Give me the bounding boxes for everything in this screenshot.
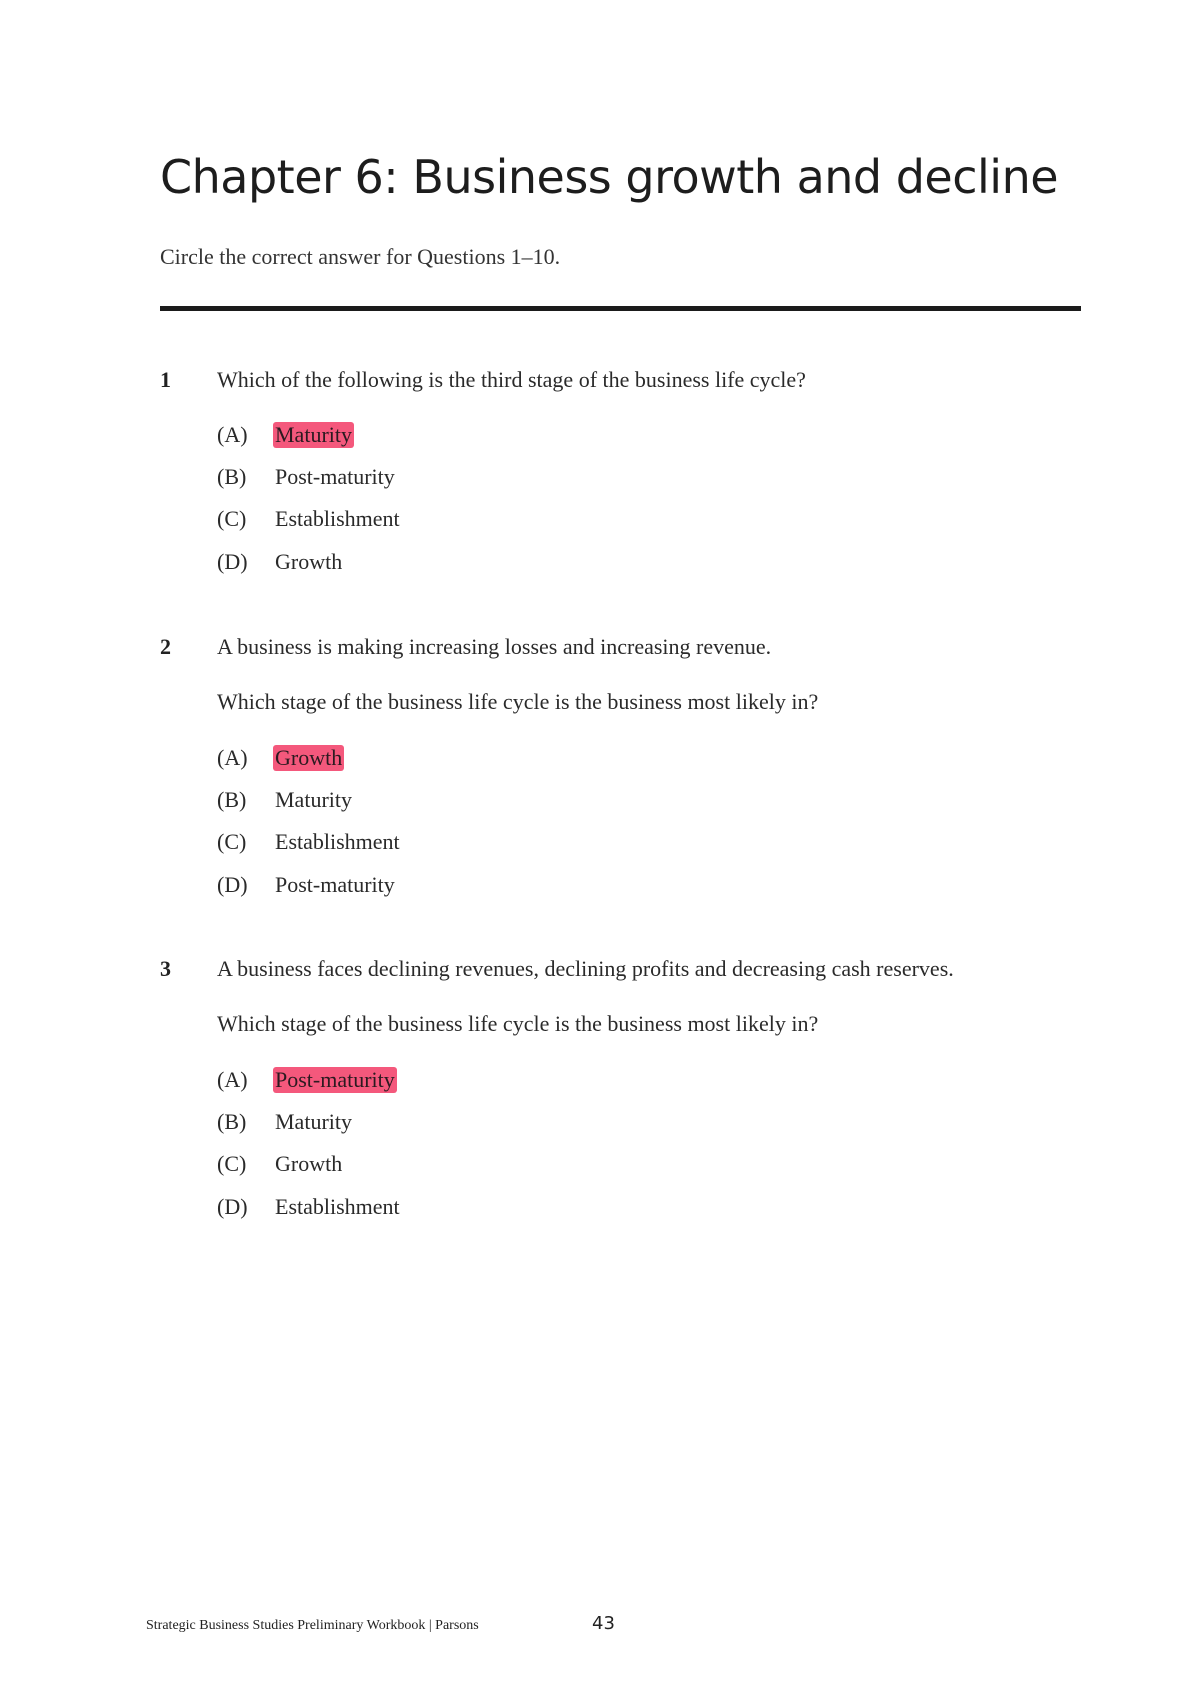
option-d[interactable]	[217, 872, 397, 902]
option-letter: (C)	[217, 506, 247, 531]
option-letter: (D)	[217, 549, 248, 574]
option-text: Post-maturity	[275, 872, 395, 897]
question-stem: A business is making increasing losses and increasing revenue.	[217, 634, 772, 659]
question-stem-2: Which stage of the business life cycle is the business most likely in?	[217, 1011, 819, 1036]
option-text: Maturity	[275, 787, 352, 812]
option-a[interactable]	[217, 422, 354, 452]
option-letter: (D)	[217, 1194, 248, 1219]
option-b[interactable]	[217, 787, 354, 817]
option-text: Establishment	[275, 1194, 400, 1219]
option-letter: (B)	[217, 787, 247, 812]
page-number: 43	[592, 1613, 615, 1634]
option-letter: (B)	[217, 464, 247, 489]
option-letter: (D)	[217, 872, 248, 897]
option-a[interactable]	[217, 745, 344, 775]
option-text: Establishment	[275, 506, 400, 531]
option-b[interactable]	[217, 464, 397, 494]
option-text: Growth	[275, 549, 343, 574]
divider-rule	[160, 306, 1081, 311]
option-letter: (A)	[217, 1067, 248, 1092]
option-b[interactable]	[217, 1109, 354, 1139]
option-letter: (A)	[217, 422, 248, 447]
option-text: Post-maturity	[275, 464, 395, 489]
option-text-highlighted: Post-maturity	[275, 1067, 395, 1092]
question-stem: Which of the following is the third stage of the business life cycle?	[217, 367, 806, 392]
footer-text: Strategic Business Studies Preliminary Workbook | Parsons	[146, 1618, 479, 1633]
option-c[interactable]	[217, 1151, 344, 1181]
question-number: 1	[160, 367, 171, 392]
question-number: 3	[160, 956, 171, 981]
option-text: Growth	[275, 1151, 343, 1176]
option-letter: (B)	[217, 1109, 247, 1134]
option-letter: (C)	[217, 1151, 247, 1176]
option-letter: (A)	[217, 745, 248, 770]
option-d[interactable]	[217, 549, 344, 579]
question-stem-2: Which stage of the business life cycle is the business most likely in?	[217, 689, 819, 714]
chapter-title: Chapter 6: Business growth and decline	[160, 150, 1059, 204]
option-text: Maturity	[275, 1109, 352, 1134]
option-text: Establishment	[275, 829, 400, 854]
option-c[interactable]	[217, 829, 402, 859]
question-stem: A business faces declining revenues, declining profits and decreasing cash reserves.	[217, 956, 954, 981]
option-c[interactable]	[217, 506, 402, 536]
option-letter: (C)	[217, 829, 247, 854]
option-a[interactable]	[217, 1067, 397, 1097]
instruction-text: Circle the correct answer for Questions 1–10.	[160, 244, 561, 269]
option-text-highlighted: Growth	[275, 745, 343, 770]
question-number: 2	[160, 634, 171, 659]
option-text-highlighted: Maturity	[275, 422, 352, 447]
option-d[interactable]	[217, 1194, 402, 1224]
